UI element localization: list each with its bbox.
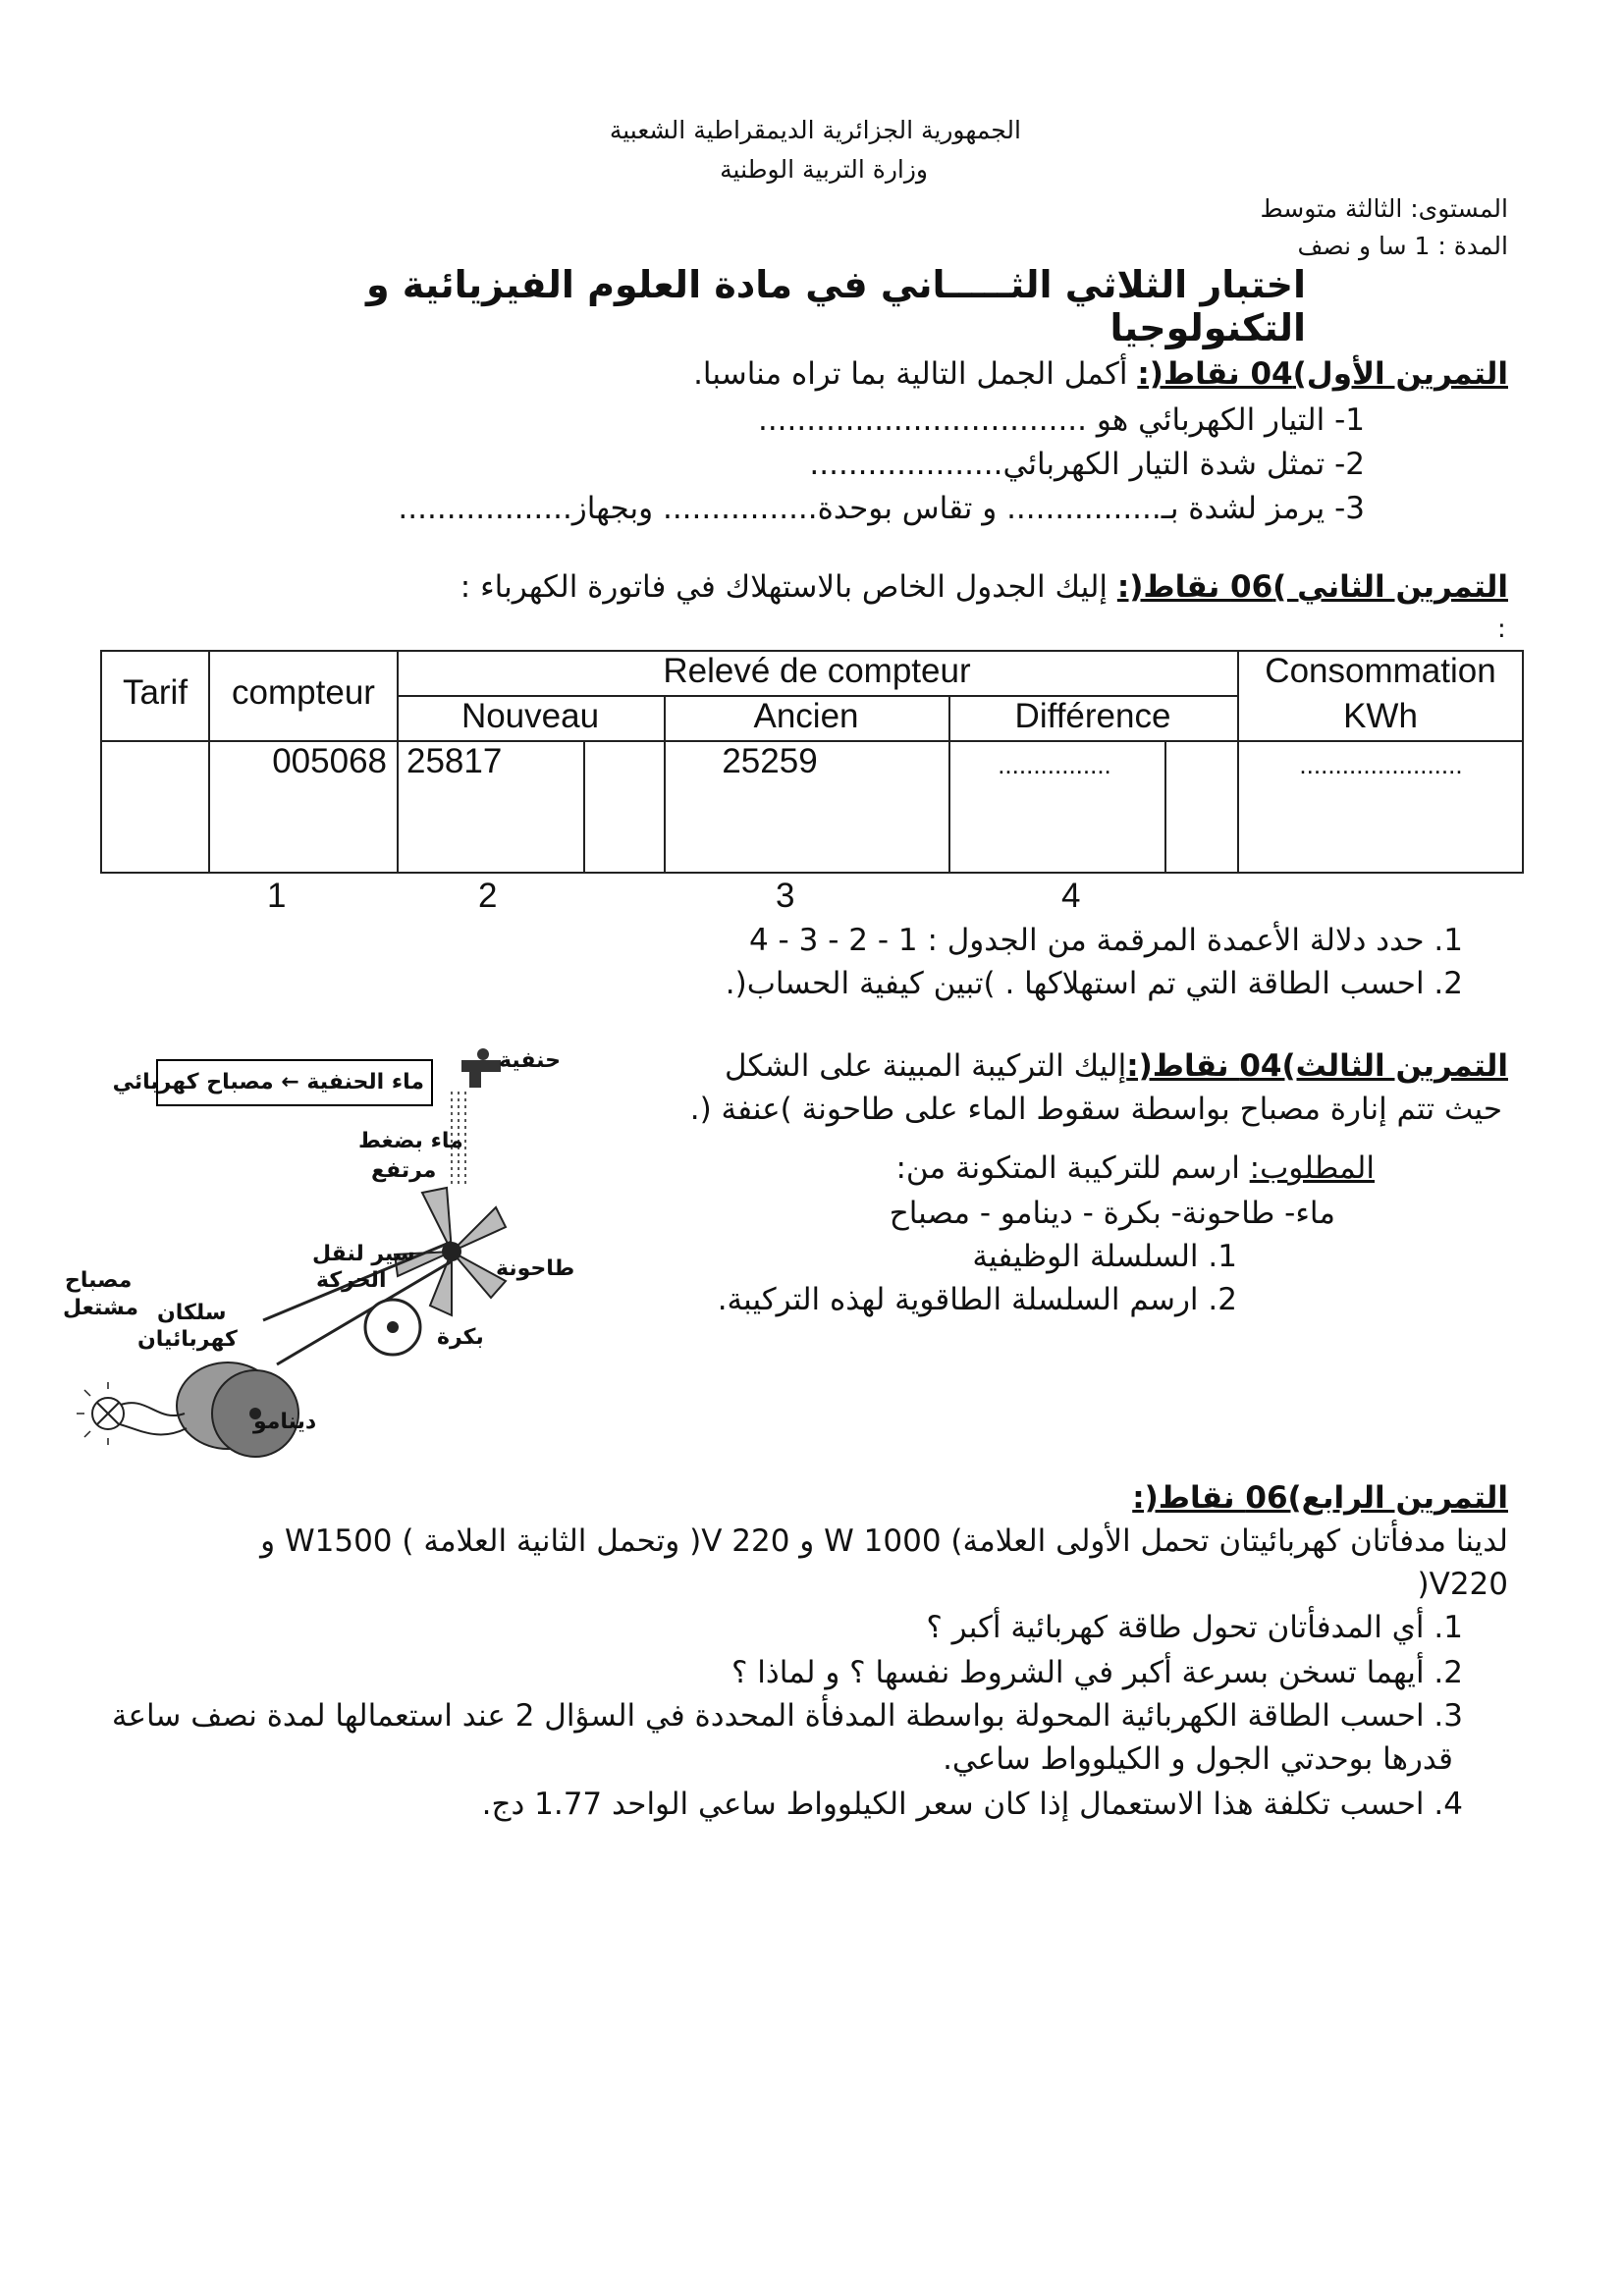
- header-ancien: Ancien: [753, 697, 859, 735]
- consumption-table: [100, 650, 1524, 874]
- ex3-heading: [725, 1048, 1508, 1084]
- lamp-label-2: مشتعل: [63, 1296, 139, 1320]
- ex3-instruction: إليك التركيبة المبينة على الشكل: [725, 1048, 1127, 1084]
- ex4-question-1: 1. أي المدفأتان تحول طاقة كهربائية أكبر ؟: [926, 1610, 1463, 1645]
- water-label-2: مرتفع: [371, 1158, 437, 1183]
- ex3-required-text: ارسم للتركيبة المتكونة من:: [895, 1150, 1250, 1186]
- ex3-title: التمرين الثالث)04 نقاط(:: [1126, 1048, 1508, 1084]
- difference-value: ................: [998, 750, 1111, 779]
- ex1-item-2: 2- تمثل شدة التيار الكهربائي....................: [809, 447, 1365, 482]
- mill-label: طاحونة: [496, 1256, 575, 1281]
- ex4-question-4: 4. احسب تكلفة هذا الاستعمال إذا كان سعر الكيلوواط ساعي الواحد 1.77 دج.: [481, 1787, 1463, 1822]
- ex4-question-3: 3. احسب الطاقة الكهربائية المحولة بواسطة المدفأة المحددة في السؤال 2 عند استعمالها لمدة نصف ساعة: [111, 1698, 1463, 1734]
- tap-label: حنفية: [499, 1048, 561, 1073]
- ex3-question-2: 2. ارسم السلسلة الطاقوية لهذه التركيبة.: [717, 1282, 1237, 1317]
- header-tarif: Tarif: [122, 673, 189, 712]
- ex1-instruction: أكمل الجمل التالية بما تراه مناسبا.: [693, 356, 1138, 392]
- exam-title: اختبار الثلاثي الثـــــاني في مادة العلوم الفيزيائية و التكنولوجيا: [365, 263, 1306, 349]
- ex3-required: [785, 1150, 1375, 1186]
- ex2-instruction: إليك الجدول الخاص بالاستهلاك في فاتورة الكهرباء :: [460, 569, 1117, 605]
- ex4-intro-2: V220(: [1417, 1567, 1508, 1602]
- compteur-value: 005068: [272, 742, 387, 780]
- ministry-heading: وزارة التربية الوطنية: [720, 155, 928, 184]
- ex4-intro-1: لدينا مدفأتان كهربائيتان تحمل الأولى العلامة) 1000 W و 220 V( وتحمل الثانية العلامة ) W1500 و: [260, 1523, 1508, 1559]
- nouveau-value: 25817: [406, 742, 503, 780]
- ex2-heading: [460, 569, 1508, 605]
- ex1-item-1: 1- التيار الكهربائي هو ..................................: [757, 402, 1365, 438]
- lamp-label: مصباح: [65, 1268, 133, 1293]
- ex3-question-1: 1. السلسلة الوظيفية: [972, 1239, 1237, 1274]
- belt-label-2: الحركة: [316, 1268, 387, 1293]
- ex2-question-1: 1. حدد دلالة الأعمدة المرقمة من الجدول : 1 - 2 - 3 - 4: [748, 923, 1463, 958]
- turbine-diagram: [59, 1041, 575, 1472]
- wires-label: سلكان: [157, 1301, 227, 1325]
- header-compteur: compteur: [232, 673, 375, 712]
- dynamo-label: دينامو: [253, 1410, 317, 1434]
- ex4-question-3-cont: قدرها بوحدتي الجول و الكيلوواط ساعي.: [943, 1741, 1453, 1777]
- belt-label: سير لنقل: [312, 1242, 415, 1266]
- ex4-title: التمرين الرابع)06 نقاط(:: [1132, 1480, 1508, 1516]
- water-label: ماء بضغط: [358, 1129, 463, 1153]
- ancien-value: 25259: [722, 742, 818, 780]
- duration-label: المدة : 1 سا و نصف: [1297, 232, 1508, 260]
- ex3-line2: حيث تتم إنارة مصباح بواسطة سقوط الماء على طاحونة )عنفة (.: [689, 1092, 1502, 1127]
- level-label: المستوى: الثالثة متوسط: [1260, 194, 1508, 223]
- ex1-item-3: 3- يرمز لشدة بـ................ و تقاس بوحدة................ وبجهاز..................: [398, 491, 1365, 526]
- header-difference: Différence: [1014, 697, 1171, 735]
- ex1-heading: [589, 356, 1508, 392]
- republic-heading: الجمهورية الجزائرية الديمقراطية الشعبية: [609, 116, 1021, 144]
- column-number-4: 4: [1061, 877, 1081, 915]
- header-nouveau: Nouveau: [460, 697, 600, 735]
- wires-label-2: كهربائيان: [137, 1327, 238, 1352]
- header-kwh: KWh: [1343, 697, 1418, 735]
- ex2-colon: :: [1497, 614, 1506, 644]
- column-number-1: 1: [267, 877, 287, 915]
- ex1-title: التمرين الأول)04 نقاط(:: [1137, 356, 1508, 392]
- ex3-required-label: المطلوب:: [1249, 1150, 1375, 1186]
- consommation-value: .......................: [1299, 750, 1463, 779]
- ex2-title: التمرين الثاني )06 نقاط(:: [1116, 569, 1508, 605]
- pulley-label: بكرة: [437, 1325, 484, 1350]
- ex4-question-2: 2. أيهما تسخن بسرعة أكبر في الشروط نفسها ؟ و لماذا ؟: [730, 1655, 1463, 1690]
- header-consommation: Consommation: [1265, 652, 1496, 690]
- ex3-components: ماء- طاحونة- بكرة - دينامو - مصباح: [889, 1196, 1335, 1231]
- header-releve: Relevé de compteur: [663, 652, 971, 690]
- diagram-box-text: ماء الحنفية ← مصباح كهربائي: [112, 1070, 424, 1095]
- ex2-question-2: 2. احسب الطاقة التي تم استهلاكها . )تبين كيفية الحساب(.: [725, 966, 1463, 1001]
- column-number-2: 2: [478, 877, 498, 915]
- column-number-3: 3: [776, 877, 795, 915]
